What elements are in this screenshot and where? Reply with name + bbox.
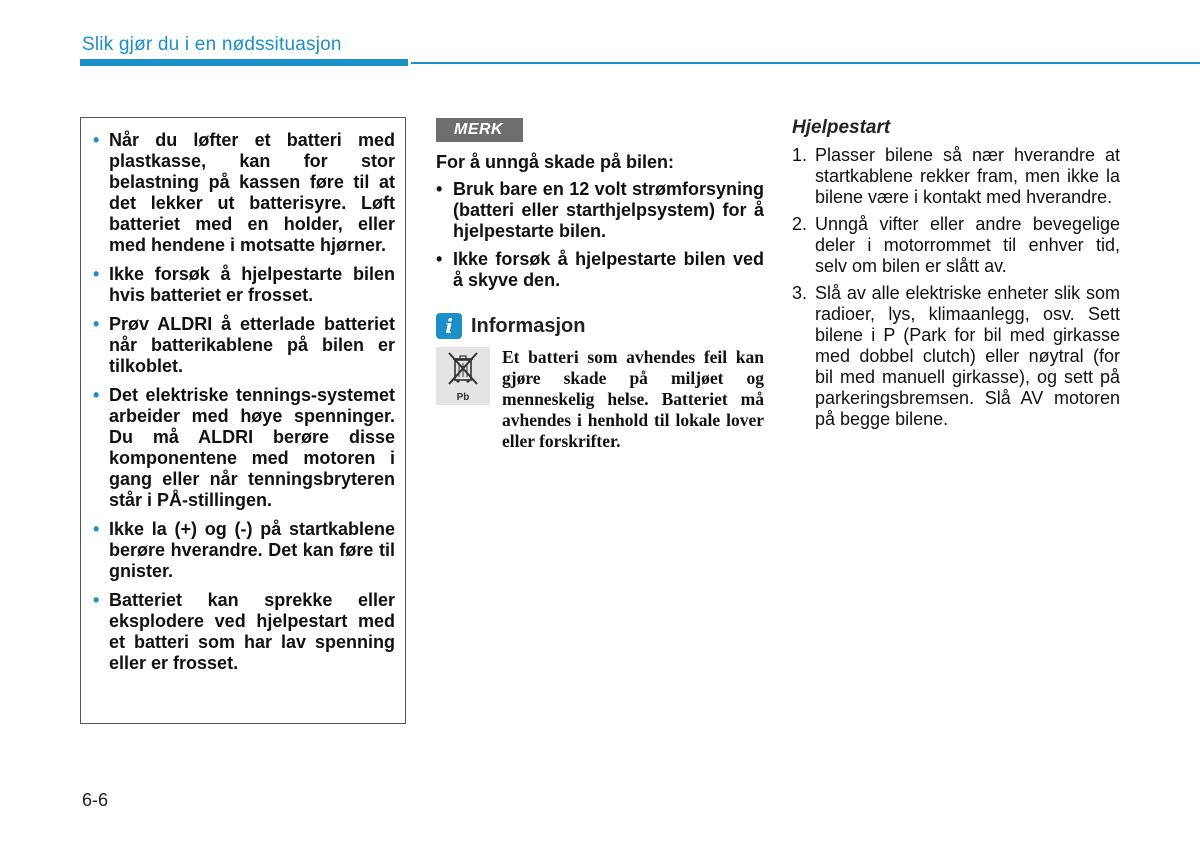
bullet-icon: •	[436, 249, 443, 269]
step-item	[792, 283, 1120, 430]
caution-item: • Batteriet kan sprekke eller eksplodere ved hjelpestart med et batteri som har lav spenning eller er frosset.	[93, 590, 395, 673]
info-body	[436, 347, 764, 452]
info-header	[436, 313, 764, 339]
step-number: 3.	[792, 283, 808, 303]
section-title: Hjelpestart	[792, 117, 891, 138]
bullet-icon: •	[93, 264, 100, 284]
page-number: 6-6	[82, 790, 109, 810]
crossed-bin-graphic	[444, 349, 482, 387]
caution-item: • Når du løfter et batteri med plastkasse, kan for stor belastning på kassen føre til at det lekker ut batterisyre. Løft batteriet med en holder, eller med hendene i motsatte hjørner.	[93, 130, 395, 255]
merk-badge: MERK	[436, 118, 523, 142]
note-heading: For å unngå skade på bilen:	[436, 152, 675, 172]
step-text: Slå av alle elektriske enheter slik som radioer, lys, klimaanlegg, osv. Sett bilene i P (Park for bil med girkasse med dobbel clutch) eller nøytral (for bil med manuell girkasse), og sett på parkeringsbremsen. Slå AV motoren på begge bilene.	[815, 283, 1120, 429]
caution-item: • Ikke forsøk å hjelpestarte bilen hvis batteriet er frosset.	[93, 264, 395, 305]
jumpstart-column	[792, 117, 1120, 436]
step-text: Plasser bilene så nær hverandre at startkablene rekker fram, men ikke la bilene være i kontakt med hverandre.	[815, 145, 1120, 207]
bullet-icon: •	[93, 130, 100, 150]
header-title: Slik gjør du i en nødssituasjon	[82, 34, 342, 55]
step-number: 1.	[792, 145, 808, 165]
bullet-icon: •	[93, 519, 100, 539]
crossed-bin-icon	[436, 347, 490, 405]
step-item	[792, 214, 1120, 277]
note-item: • Bruk bare en 12 volt strømforsyning (batteri eller starthjelpsystem) for å hjelpestarte bilen.	[436, 179, 764, 241]
header-rule-thin	[411, 62, 1200, 64]
pb-label: Pb	[456, 392, 470, 403]
bullet-icon: •	[93, 385, 100, 405]
info-title: Informasjon	[471, 314, 586, 337]
caution-list	[93, 130, 395, 674]
caution-item: • Ikke la (+) og (-) på startkablene berøre hverandre. Det kan føre til gnister.	[93, 519, 395, 581]
note-item: • Ikke forsøk å hjelpestarte bilen ved å skyve den.	[436, 249, 764, 290]
bullet-icon: •	[93, 314, 100, 334]
step-number: 2.	[792, 214, 808, 234]
note-column	[436, 118, 764, 452]
bullet-icon: •	[93, 590, 100, 610]
header-rule-thick	[80, 59, 408, 66]
step-text: Unngå vifter eller andre bevegelige deler i motorrommet til enhver tid, selv om bilen er slått av.	[815, 214, 1120, 276]
caution-item: • Det elektriske tennings-systemet arbeider med høye spenninger. Du må ALDRI berøre disse komponentene med motoren i gang eller når tenningsbryteren står i PÅ-stillingen.	[93, 385, 395, 510]
caution-box	[80, 117, 406, 724]
caution-item: • Prøv ALDRI å etterlade batteriet når batterikablene på bilen er tilkoblet.	[93, 314, 395, 376]
info-icon: i	[436, 313, 462, 339]
step-item	[792, 145, 1120, 208]
info-text: Et batteri som avhendes feil kan gjøre skade på miljøet og menneskelig helse. Batteriet må avhendes i henhold til lokale lover eller forskrifter.	[502, 347, 764, 451]
jumpstart-steps	[792, 145, 1120, 430]
note-list	[436, 179, 764, 291]
bullet-icon: •	[436, 179, 443, 199]
